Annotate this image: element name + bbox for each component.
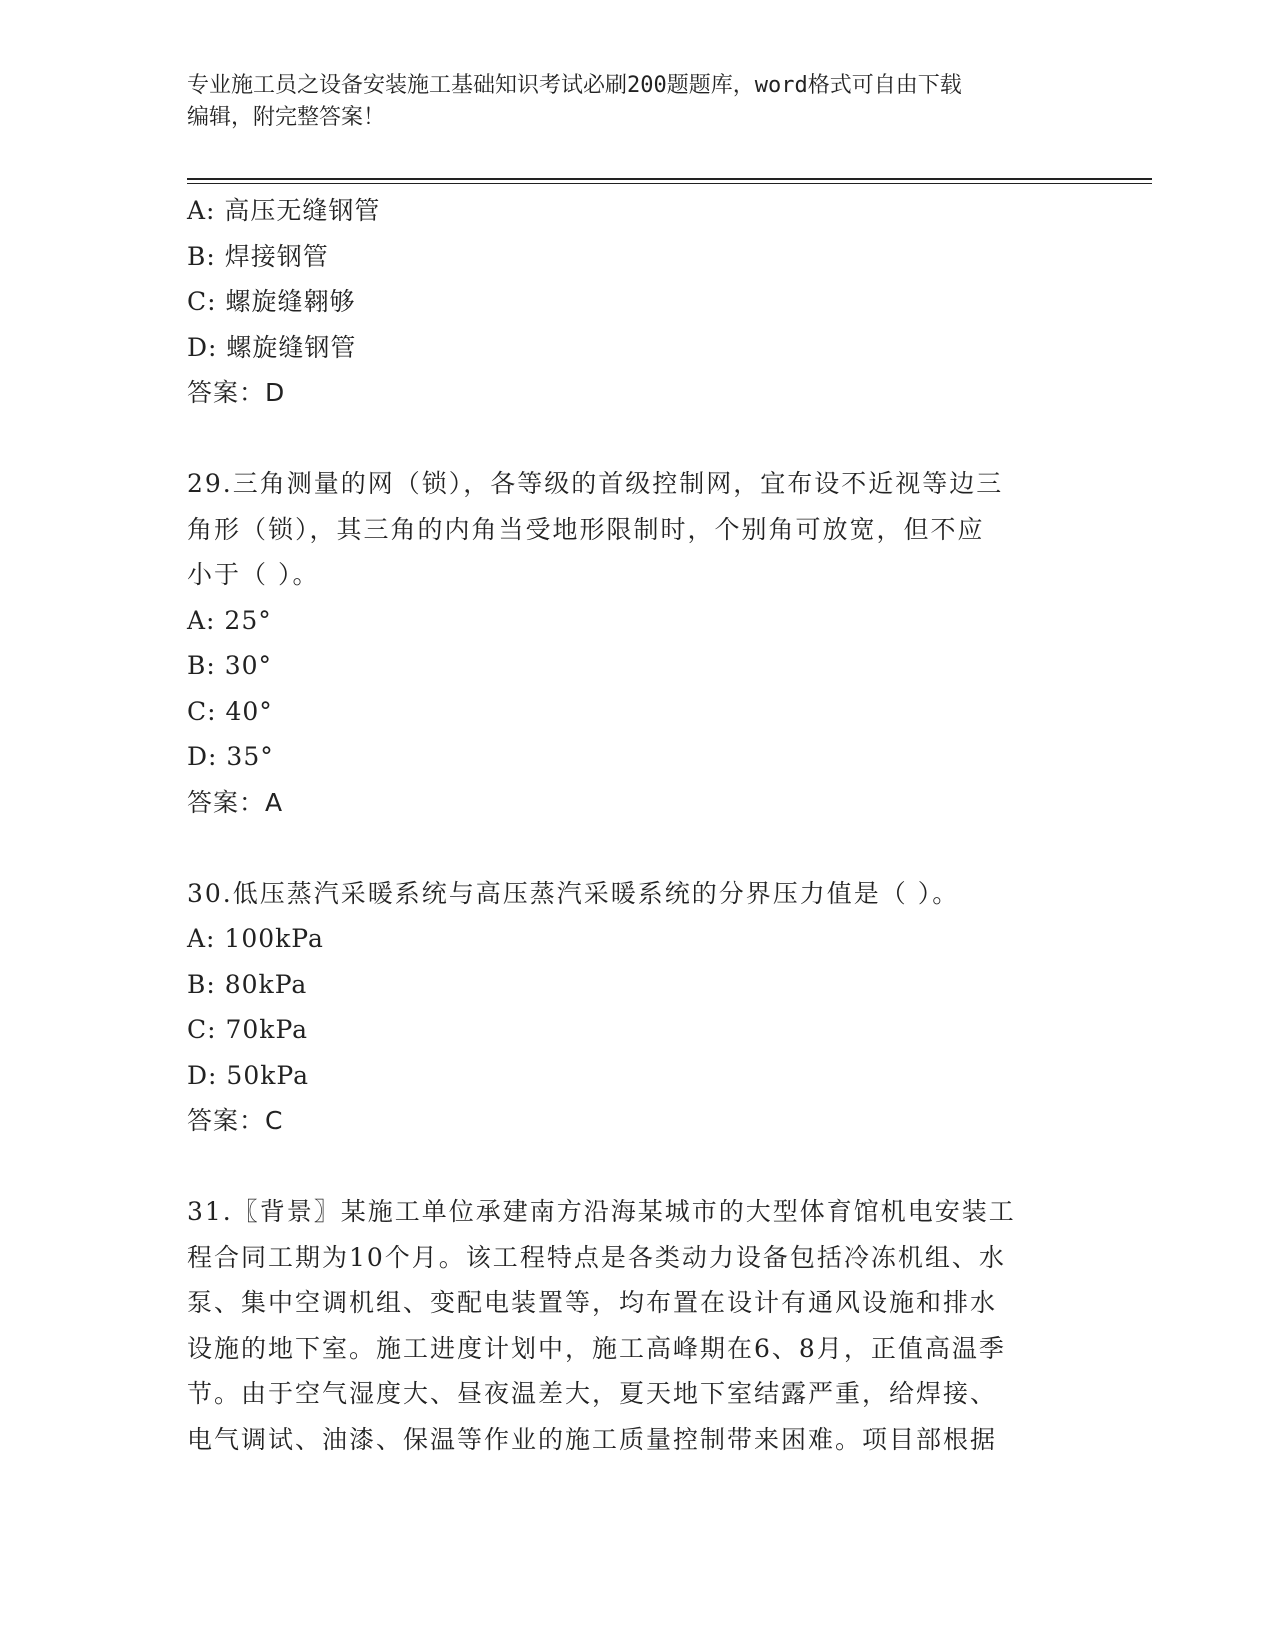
document-body — [187, 188, 1087, 1462]
question-text-line: 小于（ ）。 — [187, 560, 320, 589]
header-divider-thin — [187, 183, 1152, 184]
option-a: A: 100kPa — [187, 924, 324, 953]
option-a: A: 25° — [187, 605, 272, 635]
option-b: B: 30° — [187, 651, 273, 680]
answer: 答案：C — [187, 1106, 284, 1135]
question-text-line: 泵、集中空调机组、变配电装置等，均布置在设计有通风设施和排水 — [187, 1288, 998, 1317]
option-d: D: 50kPa — [187, 1060, 309, 1090]
option-a: A: 高压无缝钢管 — [187, 196, 381, 225]
question-text-line: 31.〖背景〗某施工单位承建南方沿海某城市的大型体育馆机电安装工 — [187, 1197, 1016, 1226]
option-c: C: 40° — [187, 696, 273, 726]
option-d: D: 螺旋缝钢管 — [187, 332, 357, 362]
option-c: C: 螺旋缝翱够 — [187, 287, 356, 316]
question-29 — [187, 461, 1087, 825]
question-31 — [187, 1189, 1087, 1462]
question-text-line: 29.三角测量的网（锁），各等级的首级控制网，宜布设不近视等边三 — [187, 469, 1004, 498]
option-d: D: 35° — [187, 742, 274, 771]
option-b: B: 焊接钢管 — [187, 241, 329, 271]
question-text-line: 电气调试、油漆、保温等作业的施工质量控制带来困难。项目部根据 — [187, 1424, 998, 1454]
spacer — [187, 825, 1087, 871]
answer: 答案：D — [187, 378, 286, 407]
header-divider-thick — [187, 178, 1152, 180]
question-text-line: 角形（锁），其三角的内角当受地形限制时，个别角可放宽，但不应 — [187, 514, 985, 544]
option-b: B: 80kPa — [187, 969, 308, 999]
question-28 — [187, 188, 1087, 416]
question-text-line: 程合同工期为10个月。该工程特点是各类动力设备包括冷冻机组、水 — [187, 1242, 1006, 1272]
question-text-line: 设施的地下室。施工进度计划中，施工高峰期在6、8月，正值高温季 — [187, 1333, 1006, 1363]
spacer — [187, 416, 1087, 462]
header-title-line-2: 编辑，附完整答案！ — [187, 105, 386, 130]
spacer — [187, 1144, 1087, 1190]
header-title-line-1: 专业施工员之设备安装施工基础知识考试必刷200题题库，word格式可自由下载 — [187, 73, 962, 98]
question-30 — [187, 871, 1087, 1144]
option-c: C: 70kPa — [187, 1015, 309, 1044]
answer: 答案：A — [187, 787, 284, 817]
document-header — [187, 70, 1087, 134]
question-text-line: 30.低压蒸汽采暖系统与高压蒸汽采暖系统的分界压力值是（ ）。 — [187, 878, 960, 908]
question-text-line: 节。由于空气湿度大、昼夜温差大，夏天地下室结露严重，给焊接、 — [187, 1379, 998, 1408]
